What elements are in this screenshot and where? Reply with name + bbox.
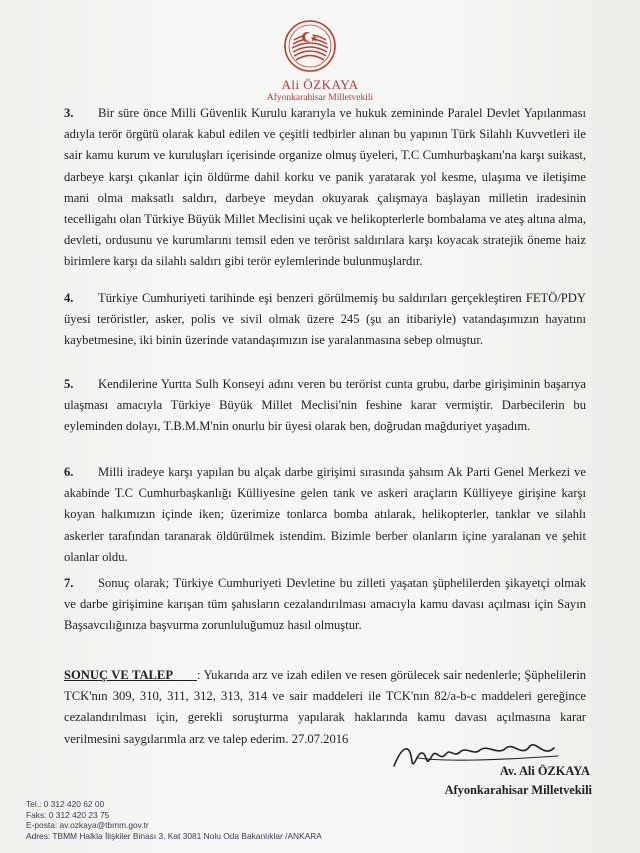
paragraph-7 — [64, 573, 586, 637]
paragraph-text: Milli iradeye karşı yapılan bu alçak darbe girişimi sırasında şahsım Ak Parti Genel Merkezi ve akabinde T.C Cumhurbaşkanlığı Külliyesine gelen tank ve askeri araçların Külliyeye girişine karşı koyan halkımızın içinde iken; üzerimize tonlarca bomba atılarak, helikopterler, tanklar ve silahlı askerler tarafından taranarak öldürülmek istendim. Bizimle berber olanların içine yaralanan ve şehit olanlar oldu. — [64, 465, 586, 564]
paragraph-5 — [64, 374, 586, 438]
signature-title: Afyonkarahisar Milletvekili — [444, 783, 592, 797]
footer-fax: Faks: 0 312 420 23 75 — [26, 809, 110, 820]
paragraph-text: Kendilerine Yurtta Sulh Konseyi adını veren bu terörist cunta grubu, darbe girişiminin başarıya ulaşması amacıyla Türkiye Büyük Millet Meclisi'nin feshine karar vermiştir. Darbecilerin bu eyleminden dolayı, T.B.M.M'nin onurlu bir üyesi olarak ben, doğrudan mağduriyet yaşadım. — [64, 377, 586, 434]
paragraph-4 — [64, 288, 586, 352]
paragraph-number: 4. — [64, 291, 74, 305]
conclusion-date: 27.07.2016 — [291, 731, 349, 746]
conclusion-text: Yukarıda arz ve izah edilen ve resen görülecek sair nedenlerle; Şüphelilerin TCK'nın 309, 310, 311, 312, 313, 314 ve sair maddeleri ile TCK'nın 82/a-b-c maddeleri gereğince cezalandırılması için, gerekli soruşturma yapılarak haklarında kamu davası açılmasına karar verilmesini saygılarımla arz ve talep ederim. — [64, 668, 586, 746]
paragraph-number: 6. — [64, 465, 74, 479]
footer-address: Adres: TBMM Halkla İlişkiler Binası 3. Kat 3081 Nolu Oda Bakanlıklar /ANKARA — [26, 830, 322, 841]
footer-email: E-posta: av.ozkaya@tbmm.gov.tr — [26, 820, 149, 831]
signature-name: Av. Ali ÖZKAYA — [499, 764, 590, 778]
footer-tel: Tel.: 0 312 420 62 00 — [26, 799, 105, 809]
paragraph-6 — [64, 462, 586, 568]
conclusion-heading: SONUÇ VE TALEP — [64, 668, 174, 682]
letterhead-subtitle: Afyonkarahisar Milletvekili — [266, 93, 374, 103]
conclusion-separator: : — [197, 668, 201, 682]
paragraph-number: 7. — [64, 576, 74, 590]
paragraph-text: Türkiye Cumhuriyeti tarihinde eşi benzeri görülmemiş bu saldırıları gerçekleştiren FETÖ/PDY üyesi teröristler, asker, polis ve sivil olmak üzere 245 (şu an itibariyle) vatandaşımızın hayatını kaybetmesine, iki binin üzerinde vatandaşımızın ise yaralanmasına sebep olmuştur. — [64, 291, 586, 348]
paragraph-3 — [64, 103, 586, 273]
paragraph-text: Sonuç olarak; Türkiye Cumhuriyeti Devletine bu zilleti yaşatan şüphelilerden şikayetçi olmak ve darbe girişimine karışan tüm şahısların cezalandırılması amacıyla kamu davası açılması için Sayın Başsavcılığınıza başvurma zorunluluğumuz hasıl olmuştur. — [64, 576, 586, 633]
letterhead-name: Ali ÖZKAYA — [281, 77, 359, 92]
footer-contact — [26, 799, 506, 841]
paragraph-text: Bir süre önce Milli Güvenlik Kurulu kararıyla ve hukuk zemininde Paralel Devlet Yapılanması adıyla terör örgütü olarak kabul edilen ve çeşitli tedbirler alınan bu yapının Türk Silahlı Kuvvetleri ile sair kamu kurum ve kuruluşları içerisinde organize olmuş üyeleri, T.C Cumhurbaşkanı'na karşı suikast, darbeye karşı çıkanlar için öldürme dahil korku ve panik yaratarak yol kesme, ulaşıma ve iletişime mani olma maksatlı saldırı, darbeye meydan okuyarak çalışmaya başlayan milletin iradesinin tecelligahı olan Türkiye Büyük Millet Meclisini uçak ve helikopterlerle bombalama ve ateş altına alma, devleti, ordusunu ve kurumlarını temsil eden ve terörist saldırılara karşı koyacak stratejik öneme haiz birimlere karşı da silahlı saldırı gibi terör eylemlerinde bulunmuşlardır. — [64, 106, 586, 269]
paragraph-number: 3. — [64, 106, 74, 120]
tbmm-emblem-icon — [282, 18, 338, 74]
paragraph-number: 5. — [64, 377, 74, 391]
